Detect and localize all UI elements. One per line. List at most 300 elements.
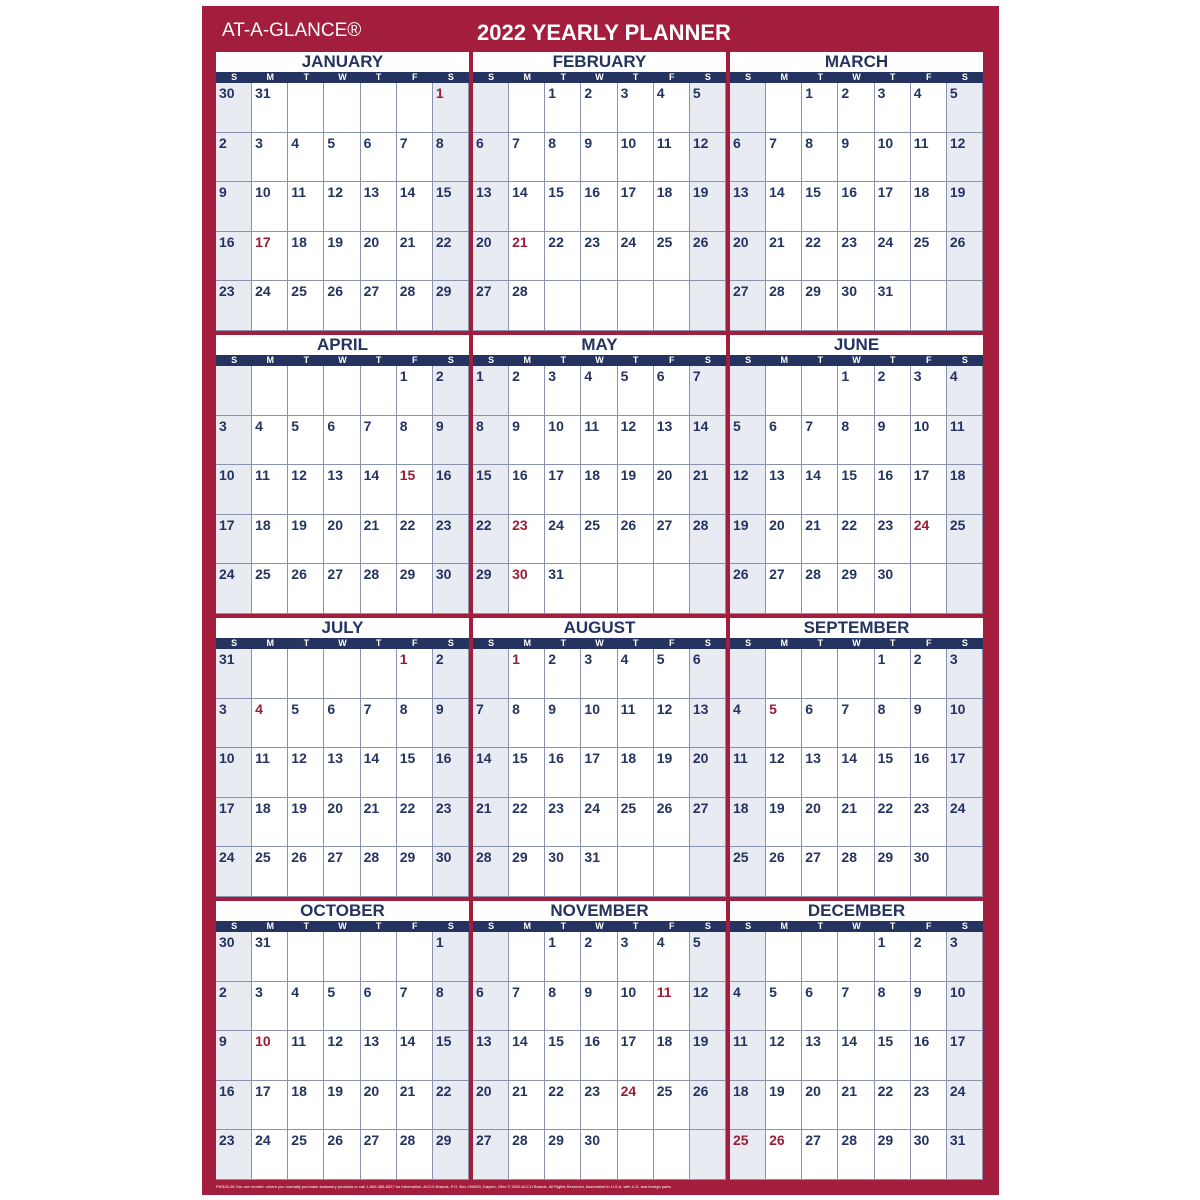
day-cell[interactable] [397,515,433,565]
day-cell[interactable] [509,649,545,699]
day-cell[interactable] [433,232,469,282]
day-cell[interactable] [324,182,360,232]
day-cell[interactable] [581,1081,617,1131]
day-cell[interactable] [618,83,654,133]
day-cell[interactable] [838,232,874,282]
day-cell[interactable] [397,982,433,1032]
day-cell[interactable] [730,564,766,614]
day-cell[interactable] [433,1081,469,1131]
day-cell[interactable] [618,932,654,982]
day-cell[interactable] [252,699,288,749]
day-cell[interactable] [875,982,911,1032]
day-cell[interactable] [545,1081,581,1131]
day-cell[interactable] [654,847,690,897]
day-cell[interactable] [654,1031,690,1081]
day-cell[interactable] [509,515,545,565]
day-cell[interactable] [654,649,690,699]
day-cell[interactable] [473,515,509,565]
day-cell[interactable] [802,133,838,183]
day-cell[interactable] [545,83,581,133]
day-cell[interactable] [509,1081,545,1131]
day-cell[interactable] [654,366,690,416]
day-cell[interactable] [545,281,581,331]
day-cell[interactable] [838,83,874,133]
day-cell[interactable] [473,133,509,183]
day-cell[interactable] [361,798,397,848]
day-cell[interactable] [545,564,581,614]
day-cell[interactable] [618,416,654,466]
day-cell[interactable] [509,699,545,749]
day-cell[interactable] [690,182,726,232]
day-cell[interactable] [947,133,983,183]
day-cell[interactable] [361,83,397,133]
day-cell[interactable] [433,83,469,133]
day-cell[interactable] [875,1031,911,1081]
day-cell[interactable] [581,366,617,416]
day-cell[interactable] [361,847,397,897]
day-cell[interactable] [397,649,433,699]
day-cell[interactable] [911,748,947,798]
day-cell[interactable] [911,932,947,982]
day-cell[interactable] [766,366,802,416]
day-cell[interactable] [618,798,654,848]
day-cell[interactable] [654,515,690,565]
day-cell[interactable] [361,232,397,282]
day-cell[interactable] [947,83,983,133]
day-cell[interactable] [545,1031,581,1081]
day-cell[interactable] [252,465,288,515]
day-cell[interactable] [802,649,838,699]
day-cell[interactable] [288,515,324,565]
day-cell[interactable] [361,982,397,1032]
day-cell[interactable] [397,1031,433,1081]
day-cell[interactable] [216,1031,252,1081]
day-cell[interactable] [911,366,947,416]
day-cell[interactable] [545,847,581,897]
day-cell[interactable] [947,281,983,331]
day-cell[interactable] [730,932,766,982]
day-cell[interactable] [911,982,947,1032]
day-cell[interactable] [766,83,802,133]
day-cell[interactable] [473,649,509,699]
day-cell[interactable] [947,1081,983,1131]
day-cell[interactable] [433,798,469,848]
day-cell[interactable] [361,649,397,699]
day-cell[interactable] [690,748,726,798]
day-cell[interactable] [802,798,838,848]
day-cell[interactable] [252,281,288,331]
day-cell[interactable] [252,133,288,183]
day-cell[interactable] [581,699,617,749]
day-cell[interactable] [509,83,545,133]
day-cell[interactable] [397,83,433,133]
day-cell[interactable] [654,182,690,232]
day-cell[interactable] [875,748,911,798]
day-cell[interactable] [875,798,911,848]
day-cell[interactable] [690,83,726,133]
day-cell[interactable] [838,465,874,515]
day-cell[interactable] [324,932,360,982]
day-cell[interactable] [911,416,947,466]
day-cell[interactable] [766,649,802,699]
day-cell[interactable] [875,932,911,982]
day-cell[interactable] [875,699,911,749]
day-cell[interactable] [618,1130,654,1180]
day-cell[interactable] [324,83,360,133]
day-cell[interactable] [252,798,288,848]
day-cell[interactable] [766,1130,802,1180]
day-cell[interactable] [509,465,545,515]
day-cell[interactable] [730,847,766,897]
day-cell[interactable] [545,649,581,699]
day-cell[interactable] [361,182,397,232]
day-cell[interactable] [473,182,509,232]
day-cell[interactable] [618,564,654,614]
day-cell[interactable] [216,133,252,183]
day-cell[interactable] [802,699,838,749]
day-cell[interactable] [730,798,766,848]
day-cell[interactable] [361,748,397,798]
day-cell[interactable] [397,847,433,897]
day-cell[interactable] [730,699,766,749]
day-cell[interactable] [690,699,726,749]
day-cell[interactable] [509,182,545,232]
day-cell[interactable] [766,564,802,614]
day-cell[interactable] [875,416,911,466]
day-cell[interactable] [324,649,360,699]
day-cell[interactable] [509,133,545,183]
day-cell[interactable] [216,416,252,466]
day-cell[interactable] [802,1081,838,1131]
day-cell[interactable] [509,1130,545,1180]
day-cell[interactable] [947,232,983,282]
day-cell[interactable] [766,515,802,565]
day-cell[interactable] [433,932,469,982]
day-cell[interactable] [397,748,433,798]
day-cell[interactable] [654,564,690,614]
day-cell[interactable] [618,182,654,232]
day-cell[interactable] [324,847,360,897]
day-cell[interactable] [766,798,802,848]
day-cell[interactable] [690,798,726,848]
day-cell[interactable] [875,83,911,133]
day-cell[interactable] [875,649,911,699]
day-cell[interactable] [911,515,947,565]
day-cell[interactable] [730,133,766,183]
day-cell[interactable] [581,847,617,897]
day-cell[interactable] [730,748,766,798]
day-cell[interactable] [397,182,433,232]
day-cell[interactable] [545,366,581,416]
day-cell[interactable] [690,932,726,982]
day-cell[interactable] [911,133,947,183]
day-cell[interactable] [766,748,802,798]
day-cell[interactable] [473,699,509,749]
day-cell[interactable] [288,182,324,232]
day-cell[interactable] [766,182,802,232]
day-cell[interactable] [433,748,469,798]
day-cell[interactable] [618,465,654,515]
day-cell[interactable] [911,649,947,699]
day-cell[interactable] [730,182,766,232]
day-cell[interactable] [581,133,617,183]
day-cell[interactable] [875,564,911,614]
day-cell[interactable] [802,748,838,798]
day-cell[interactable] [947,699,983,749]
day-cell[interactable] [545,1130,581,1180]
day-cell[interactable] [654,83,690,133]
day-cell[interactable] [618,748,654,798]
day-cell[interactable] [618,366,654,416]
day-cell[interactable] [545,232,581,282]
day-cell[interactable] [545,133,581,183]
day-cell[interactable] [545,515,581,565]
day-cell[interactable] [654,1081,690,1131]
day-cell[interactable] [433,281,469,331]
day-cell[interactable] [252,982,288,1032]
day-cell[interactable] [730,366,766,416]
day-cell[interactable] [766,232,802,282]
day-cell[interactable] [509,416,545,466]
day-cell[interactable] [288,1130,324,1180]
day-cell[interactable] [509,366,545,416]
day-cell[interactable] [802,982,838,1032]
day-cell[interactable] [911,281,947,331]
day-cell[interactable] [324,564,360,614]
day-cell[interactable] [838,515,874,565]
day-cell[interactable] [252,748,288,798]
day-cell[interactable] [581,982,617,1032]
day-cell[interactable] [545,416,581,466]
day-cell[interactable] [911,564,947,614]
day-cell[interactable] [947,1130,983,1180]
day-cell[interactable] [581,182,617,232]
day-cell[interactable] [288,1081,324,1131]
day-cell[interactable] [947,847,983,897]
day-cell[interactable] [838,649,874,699]
day-cell[interactable] [252,83,288,133]
day-cell[interactable] [838,699,874,749]
day-cell[interactable] [875,281,911,331]
day-cell[interactable] [433,515,469,565]
day-cell[interactable] [581,515,617,565]
day-cell[interactable] [288,982,324,1032]
day-cell[interactable] [947,564,983,614]
day-cell[interactable] [216,1081,252,1131]
day-cell[interactable] [947,515,983,565]
day-cell[interactable] [397,1081,433,1131]
day-cell[interactable] [838,1031,874,1081]
day-cell[interactable] [802,416,838,466]
day-cell[interactable] [911,847,947,897]
day-cell[interactable] [397,281,433,331]
day-cell[interactable] [581,83,617,133]
day-cell[interactable] [875,366,911,416]
day-cell[interactable] [730,515,766,565]
day-cell[interactable] [361,564,397,614]
day-cell[interactable] [324,699,360,749]
day-cell[interactable] [618,699,654,749]
day-cell[interactable] [730,1031,766,1081]
day-cell[interactable] [581,1130,617,1180]
day-cell[interactable] [288,932,324,982]
day-cell[interactable] [361,1031,397,1081]
day-cell[interactable] [473,932,509,982]
day-cell[interactable] [766,465,802,515]
day-cell[interactable] [288,847,324,897]
day-cell[interactable] [216,564,252,614]
day-cell[interactable] [397,232,433,282]
day-cell[interactable] [216,699,252,749]
day-cell[interactable] [509,748,545,798]
day-cell[interactable] [216,232,252,282]
day-cell[interactable] [730,1081,766,1131]
day-cell[interactable] [766,982,802,1032]
day-cell[interactable] [838,366,874,416]
day-cell[interactable] [690,465,726,515]
day-cell[interactable] [324,281,360,331]
day-cell[interactable] [545,699,581,749]
day-cell[interactable] [473,982,509,1032]
day-cell[interactable] [947,982,983,1032]
day-cell[interactable] [288,232,324,282]
day-cell[interactable] [433,982,469,1032]
day-cell[interactable] [361,515,397,565]
day-cell[interactable] [654,748,690,798]
day-cell[interactable] [581,465,617,515]
day-cell[interactable] [473,281,509,331]
day-cell[interactable] [433,564,469,614]
day-cell[interactable] [361,932,397,982]
day-cell[interactable] [252,182,288,232]
day-cell[interactable] [252,1081,288,1131]
day-cell[interactable] [288,465,324,515]
day-cell[interactable] [911,232,947,282]
day-cell[interactable] [433,649,469,699]
day-cell[interactable] [324,1031,360,1081]
day-cell[interactable] [252,232,288,282]
day-cell[interactable] [947,366,983,416]
day-cell[interactable] [618,649,654,699]
day-cell[interactable] [690,982,726,1032]
day-cell[interactable] [361,1081,397,1131]
day-cell[interactable] [730,982,766,1032]
day-cell[interactable] [433,1031,469,1081]
day-cell[interactable] [433,133,469,183]
day-cell[interactable] [690,1031,726,1081]
day-cell[interactable] [545,182,581,232]
day-cell[interactable] [690,416,726,466]
day-cell[interactable] [324,133,360,183]
day-cell[interactable] [654,798,690,848]
day-cell[interactable] [288,748,324,798]
day-cell[interactable] [654,982,690,1032]
day-cell[interactable] [216,1130,252,1180]
day-cell[interactable] [509,798,545,848]
day-cell[interactable] [397,465,433,515]
day-cell[interactable] [802,515,838,565]
day-cell[interactable] [216,465,252,515]
day-cell[interactable] [838,564,874,614]
day-cell[interactable] [545,932,581,982]
day-cell[interactable] [397,798,433,848]
day-cell[interactable] [581,748,617,798]
day-cell[interactable] [252,366,288,416]
day-cell[interactable] [838,133,874,183]
day-cell[interactable] [473,83,509,133]
day-cell[interactable] [473,1130,509,1180]
day-cell[interactable] [324,798,360,848]
day-cell[interactable] [288,416,324,466]
day-cell[interactable] [361,133,397,183]
day-cell[interactable] [838,798,874,848]
day-cell[interactable] [361,699,397,749]
day-cell[interactable] [545,465,581,515]
day-cell[interactable] [433,465,469,515]
day-cell[interactable] [730,465,766,515]
day-cell[interactable] [473,847,509,897]
day-cell[interactable] [581,564,617,614]
day-cell[interactable] [473,416,509,466]
day-cell[interactable] [216,281,252,331]
day-cell[interactable] [252,564,288,614]
day-cell[interactable] [509,564,545,614]
day-cell[interactable] [875,1130,911,1180]
day-cell[interactable] [802,281,838,331]
day-cell[interactable] [766,847,802,897]
day-cell[interactable] [397,366,433,416]
day-cell[interactable] [766,281,802,331]
day-cell[interactable] [509,982,545,1032]
day-cell[interactable] [397,564,433,614]
day-cell[interactable] [216,798,252,848]
day-cell[interactable] [288,649,324,699]
day-cell[interactable] [618,515,654,565]
day-cell[interactable] [581,416,617,466]
day-cell[interactable] [690,515,726,565]
day-cell[interactable] [947,465,983,515]
day-cell[interactable] [875,232,911,282]
day-cell[interactable] [838,1130,874,1180]
day-cell[interactable] [324,232,360,282]
day-cell[interactable] [730,281,766,331]
day-cell[interactable] [654,416,690,466]
day-cell[interactable] [581,798,617,848]
day-cell[interactable] [911,699,947,749]
day-cell[interactable] [911,182,947,232]
day-cell[interactable] [730,83,766,133]
day-cell[interactable] [288,133,324,183]
day-cell[interactable] [911,798,947,848]
day-cell[interactable] [433,182,469,232]
day-cell[interactable] [397,932,433,982]
day-cell[interactable] [397,416,433,466]
day-cell[interactable] [324,1081,360,1131]
day-cell[interactable] [324,1130,360,1180]
day-cell[interactable] [433,366,469,416]
day-cell[interactable] [947,798,983,848]
day-cell[interactable] [802,366,838,416]
day-cell[interactable] [911,83,947,133]
day-cell[interactable] [690,649,726,699]
day-cell[interactable] [802,932,838,982]
day-cell[interactable] [690,1130,726,1180]
day-cell[interactable] [473,748,509,798]
day-cell[interactable] [947,1031,983,1081]
day-cell[interactable] [433,416,469,466]
day-cell[interactable] [361,416,397,466]
day-cell[interactable] [838,847,874,897]
